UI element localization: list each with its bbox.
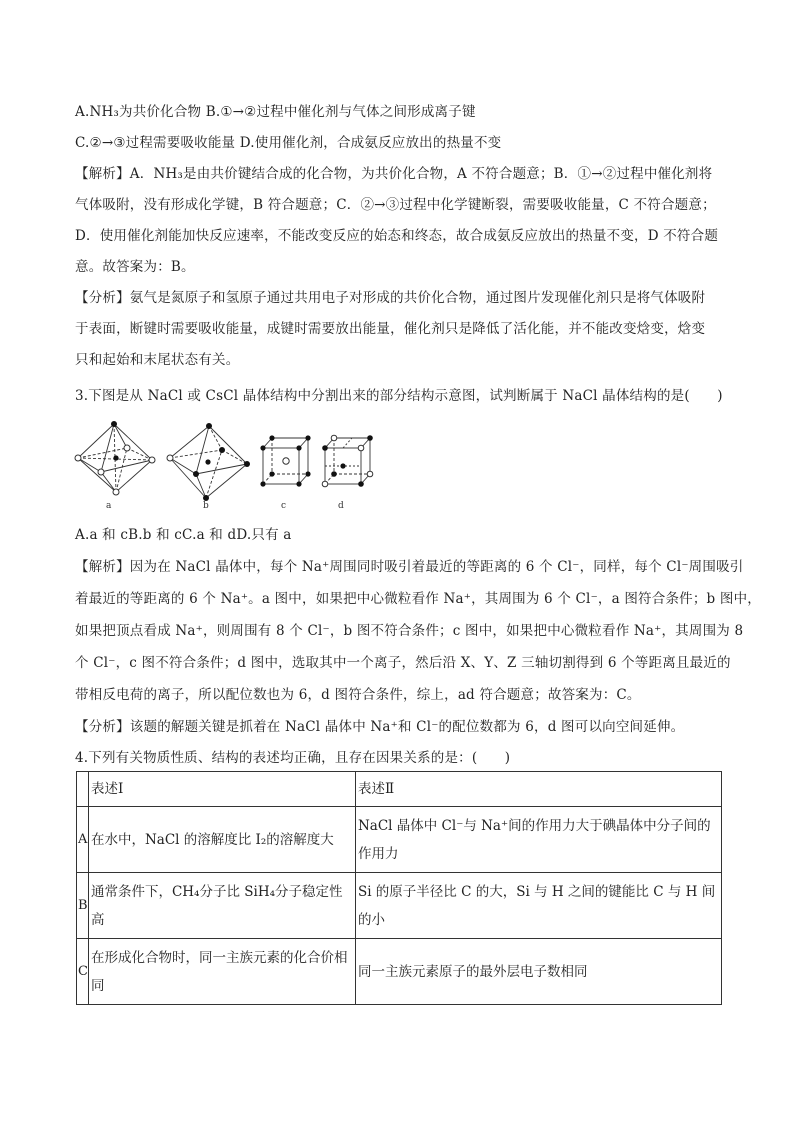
row-statement-2: 同一主族元素原子的最外层电子数相同 [355,939,721,1005]
analysis-line-3: D．使用催化剂能加快反应速率，不能改变反应的始态和终态，故合成氨反应放出的热量不变，D 不符合题 [75,228,719,244]
row-label: C [77,939,89,1005]
table-row [77,939,722,1005]
figure-label-d: d [338,501,344,511]
analysis-line-4: 意。故答案为：B。 [75,259,195,275]
table-header-row [77,772,722,807]
q3-analysis-line-1: 【解析】因为在 NaCl 晶体中，每个 Na⁺周围同时吸引着最近的等距离的 6 个 Cl⁻，同样，每个 Cl⁻周围吸引 [75,559,744,575]
header-cell-label [77,772,89,807]
q3-comment: 【分析】该题的解题关键是抓着在 NaCl 晶体中 Na⁺和 Cl⁻的配位数都为 6，d 图可以向空间延伸。 [75,719,685,735]
option-line-cd: C.②→③过程需要吸收能量 D.使用催化剂，合成氨反应放出的热量不变 [75,135,502,151]
statement-table [76,771,722,1005]
row-statement-1: 通常条件下，CH₄分子比 SiH₄分子稳定性高 [88,873,355,939]
question-3-stem: 3.下图是从 NaCl 或 CsCl 晶体结构中分割出来的部分结构示意图，试判断属于 NaCl 晶体结构的是( ) [75,388,723,404]
crystal-figures-svg [72,418,392,518]
row-statement-1: 在水中，NaCl 的溶解度比 I₂的溶解度大 [88,807,355,873]
row-label: A [77,807,89,873]
q3-analysis-line-4: 个 Cl⁻，c 图不符合条件；d 图中，选取其中一个离子，然后沿 X、Y、Z 三轴切割得到 6 个等距离且最近的 [75,655,731,671]
row-statement-2: NaCl 晶体中 Cl⁻与 Na⁺间的作用力大于碘晶体中分子间的作用力 [355,807,721,873]
comment-line-3: 只和起始和末尾状态有关。 [75,352,240,368]
q3-analysis-line-5: 带相反电荷的离子，所以配位数也为 6，d 图符合条件，综上，ad 符合题意；故答案为：C。 [75,687,641,703]
cube-d [325,438,370,484]
header-cell-statement-2: 表述Ⅱ [355,772,721,807]
figure-label-a: a [106,501,112,511]
option-line-ab: A.NH₃为共价化合物 B.①→②过程中催化剂与气体之间形成离子键 [75,104,476,120]
analysis-line-2: 气体吸附，没有形成化学键，B 符合题意；C．②→③过程中化学键断裂，需要吸收能量，C 不符合题意； [75,197,716,213]
analysis-line-1: 【解析】A．NH₃是由共价键结合成的化合物，为共价化合物，A 不符合题意；B．①→②过程中催化剂将 [75,166,713,182]
crystal-structure-figures [72,418,392,518]
comment-line-2: 于表面，断键时需要吸收能量，成键时需要放出能量，催化剂只是降低了活化能，并不能改变焓变，焓变 [75,321,706,337]
figure-label-b: b [203,501,209,511]
table-row [77,873,722,939]
question-3-options: A.a 和 cB.b 和 cC.a 和 dD.只有 a [75,527,292,543]
comment-line-1: 【分析】氨气是氮原子和氢原子通过共用电子对形成的共价化合物，通过图片发现催化剂只是将气体吸附 [75,290,706,306]
row-label: B [77,873,89,939]
q3-analysis-line-3: 如果把顶点看成 Na⁺，则周围有 8 个 Cl⁻，b 图不符合条件；c 图中，如果把中心微粒看作 Na⁺，其周围为 8 [75,623,744,639]
q3-analysis-line-2: 着最近的等距离的 6 个 Na⁺。a 图中，如果把中心微粒看作 Na⁺，其周围为 6 个 Cl⁻，a 图符合条件；b 图中， [75,591,761,607]
row-statement-1: 在形成化合物时，同一主族元素的化合价相同 [88,939,355,1005]
table-row [77,807,722,873]
row-statement-2: Si 的原子半径比 C 的大，Si 与 H 之间的键能比 C 与 H 间的小 [355,873,721,939]
header-cell-statement-1: 表述Ⅰ [88,772,355,807]
question-4-stem: 4.下列有关物质性质、结构的表述均正确，且存在因果关系的是：( ) [75,750,511,766]
figure-label-c: c [281,501,287,511]
